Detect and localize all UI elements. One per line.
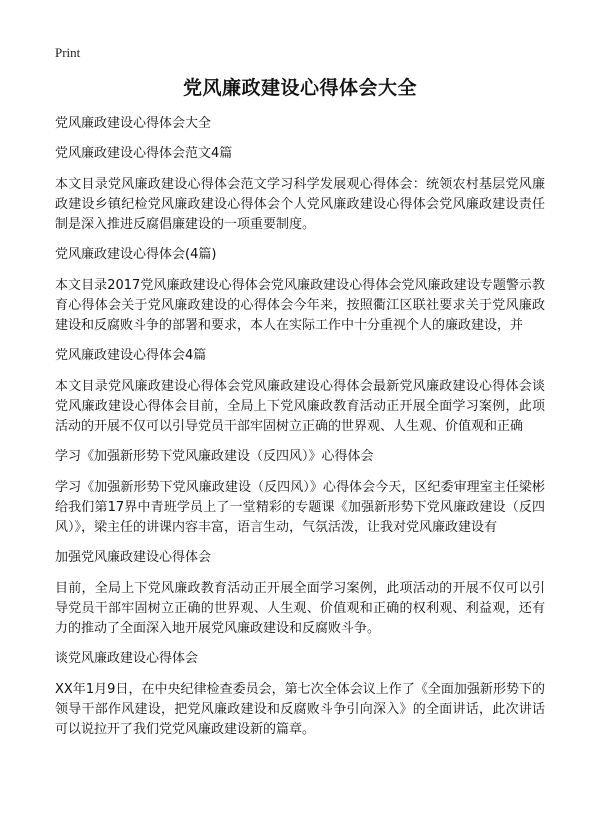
print-label: Print xyxy=(55,45,81,60)
section-paragraph: 学习《加强新形势下党风廉政建设（反四风）》心得体会今天，区纪委审理室主任梁彬给我们第17界中青班学员上了一堂精彩的专题课《加强新形势下党风廉政建设（反四风）》，梁主任的讲课内容丰富，语言生动，气氛活泼，让我对党风廉政建设有 xyxy=(55,480,545,535)
section-paragraph: XX年1月9日，在中央纪律检查委员会，第七次全体会议上作了《全面加强新形势下的领导干部作风建设，把党风廉政建设和反腐败斗争引向深入》的全面讲话，此次讲话可以说拉开了我们党党风廉政建设新的篇章。 xyxy=(55,682,545,737)
section-paragraph: 目前，全局上下党风廉政教育活动正开展全面学习案例，此项活动的开展不仅可以引导党员干部牢固树立正确的世界观、人生观、价值观和正确的权利观、利益观，还有力的推动了全面深入地开展党风廉政建设和反腐败斗争。 xyxy=(55,581,545,636)
section-heading: 学习《加强新形势下党风廉政建设（反四风）》心得体会 xyxy=(55,449,374,464)
section-heading: 加强党风廉政建设心得体会 xyxy=(55,550,212,565)
section-paragraph: 本文目录党风廉政建设心得体会党风廉政建设心得体会最新党风廉政建设心得体会谈党风廉政建设心得体会目前，全局上下党风廉政教育活动正开展全面学习案例，此项活动的开展不仅可以引导党员干部牢固树立正确的世界观、人生观、价值观和正确 xyxy=(55,379,545,434)
section-paragraph: 本文目录2017党风廉政建设心得体会党风廉政建设心得体会党风廉政建设专题警示教育心得体会关于党风廉政建设的心得体会今年来，按照衢江区联社要求关于党风廉政建设和反腐败斗争的部署和要求，本人在实际工作中十分重视个人的廉政建设，并 xyxy=(55,278,545,333)
section-paragraph: 本文目录党风廉政建设心得体会范文学习科学发展观心得体会：统领农村基层党风廉政建设乡镇纪检党风廉政建设心得体会个人党风廉政建设心得体会党风廉政建设责任制是深入推进反腐倡廉建设的一项重要制度。 xyxy=(55,177,545,232)
section-heading: 党风廉政建设心得体会大全 xyxy=(55,116,212,131)
document-title: 党风廉政建设心得体会大全 xyxy=(182,77,417,99)
section-heading: 党风廉政建设心得体会范文4篇 xyxy=(55,146,233,161)
section-heading: 党风廉政建设心得体会(4篇) xyxy=(55,247,217,262)
section-heading: 谈党风廉政建设心得体会 xyxy=(55,651,199,666)
section-heading: 党风廉政建设心得体会4篇 xyxy=(55,348,207,363)
